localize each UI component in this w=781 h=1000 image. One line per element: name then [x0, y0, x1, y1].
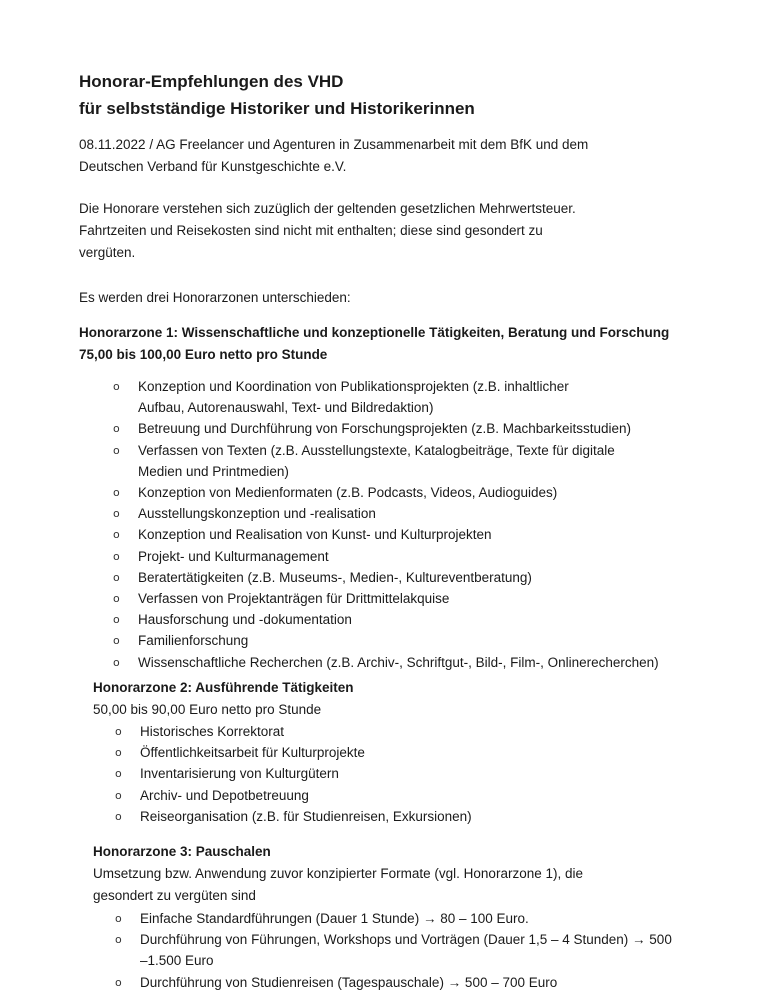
- list-item: [113, 418, 659, 439]
- tax-note-line-3: vergüten.: [79, 245, 136, 260]
- list-item-text: [138, 567, 659, 588]
- zone1-rate: 75,00 bis 100,00 Euro netto pro Stunde: [79, 347, 328, 362]
- list-item-text: [138, 503, 659, 524]
- bullet-icon: o: [115, 912, 122, 925]
- list-item-line-1: Einfache Standardführungen (Dauer 1 Stunde) → 80 – 100 Euro.: [140, 911, 529, 926]
- list-item: [113, 482, 659, 503]
- zone1-list: [113, 376, 659, 673]
- list-item-line-1: Historisches Korrektorat: [140, 724, 285, 739]
- zones-intro: [79, 287, 699, 309]
- bullet-icon: o: [113, 592, 120, 606]
- list-item-line-1: Beratertätigkeiten (z.B. Museums-, Medien-, Kultureventberatung): [138, 569, 532, 585]
- list-item-line-1: Wissenschaftliche Recherchen (z.B. Archiv-, Schriftgut-, Bild-, Film-, Onlinerecherchen): [138, 654, 659, 670]
- list-item-line-1: Konzeption und Realisation von Kunst- und Kulturprojekten: [138, 527, 492, 543]
- list-item-text: [140, 972, 672, 993]
- list-item: [115, 763, 472, 784]
- list-item-text: [140, 908, 672, 929]
- zone2-rate: 50,00 bis 90,00 Euro netto pro Stunde: [93, 702, 322, 717]
- bullet-icon: o: [113, 528, 120, 542]
- zone3-list: [115, 908, 672, 993]
- list-item-text: [140, 806, 472, 827]
- bullet-icon: o: [113, 655, 120, 669]
- list-item-line-1: Inventarisierung von Kulturgütern: [140, 766, 339, 782]
- list-item: [113, 652, 659, 673]
- list-item-line-1: Durchführung von Studienreisen (Tagespauschale) → 500 – 700 Euro: [140, 974, 558, 990]
- bullet-icon: o: [115, 767, 122, 781]
- list-item: [115, 929, 672, 971]
- list-item-line-1: Konzeption von Medienformaten (z.B. Podcasts, Videos, Audioguides): [138, 485, 558, 501]
- bullet-icon: o: [113, 486, 120, 500]
- list-item-text: [138, 482, 659, 503]
- list-item-line-1: Öffentlichkeitsarbeit für Kulturprojekte: [140, 745, 365, 761]
- list-item-text: [138, 440, 659, 482]
- list-item-line-1: Archiv- und Depotbetreuung: [140, 787, 309, 803]
- list-item-text: [140, 929, 672, 971]
- list-item-text: [140, 763, 472, 784]
- bullet-icon: o: [113, 634, 120, 648]
- zone3-desc-line-2: gesondert zu vergüten sind: [93, 888, 256, 903]
- bullet-icon: o: [115, 725, 122, 738]
- list-item: [113, 609, 659, 630]
- list-item-text: [138, 418, 659, 439]
- list-item-line-1: Projekt- und Kulturmanagement: [138, 548, 329, 564]
- list-item-line-1: Betreuung und Durchführung von Forschungsprojekten (z.B. Machbarkeitsstudien): [138, 421, 632, 437]
- zones-intro-text: Es werden drei Honorarzonen unterschieden:: [79, 290, 351, 305]
- list-item-text: [138, 588, 659, 609]
- list-item: [115, 806, 472, 827]
- list-item-line-1: Familienforschung: [138, 633, 249, 649]
- zone1-heading: Honorarzone 1: Wissenschaftliche und konzeptionelle Tätigkeiten, Beratung und Forschung: [79, 325, 670, 340]
- list-item: [115, 721, 472, 742]
- list-item: [113, 630, 659, 651]
- zone3-desc-line-1: Umsetzung bzw. Anwendung zuvor konzipierter Formate (vgl. Honorarzone 1), die: [93, 866, 583, 881]
- bullet-icon: o: [115, 809, 122, 823]
- list-item: [115, 972, 672, 993]
- list-item: [113, 524, 659, 545]
- tax-note-line-2: Fahrtzeiten und Reisekosten sind nicht mit enthalten; diese sind gesondert zu: [79, 223, 543, 238]
- bullet-icon: o: [113, 549, 120, 563]
- tax-note-line-1: Die Honorare verstehen sich zuzüglich der geltenden gesetzlichen Mehrwertsteuer.: [79, 201, 576, 216]
- list-item-text: [140, 785, 472, 806]
- bullet-icon: o: [113, 380, 120, 393]
- list-item-line-2: Aufbau, Autorenauswahl, Text- und Bildredaktion): [138, 400, 434, 416]
- list-item: [115, 908, 672, 929]
- intro-paragraph: [79, 134, 699, 178]
- list-item: [113, 567, 659, 588]
- list-item-line-1: Verfassen von Texten (z.B. Ausstellungstexte, Katalogbeiträge, Texte für digitale: [138, 442, 615, 458]
- list-item-line-1: Ausstellungskonzeption und -realisation: [138, 506, 376, 522]
- list-item-line-1: Hausforschung und -dokumentation: [138, 612, 352, 628]
- bullet-icon: o: [115, 975, 122, 989]
- bullet-icon: o: [113, 422, 120, 436]
- list-item-line-2: –1.500 Euro: [140, 953, 214, 969]
- list-item: [113, 546, 659, 567]
- bullet-icon: o: [113, 570, 120, 584]
- bullet-icon: o: [113, 507, 120, 521]
- bullet-icon: o: [115, 746, 122, 760]
- list-item-line-1: Durchführung von Führungen, Workshops und Vorträgen (Dauer 1,5 – 4 Stunden) → 500: [140, 932, 672, 948]
- list-item: [113, 503, 659, 524]
- bullet-icon: o: [113, 613, 120, 627]
- bullet-icon: o: [115, 788, 122, 802]
- list-item: [113, 376, 659, 418]
- zone2-list: [115, 721, 472, 827]
- list-item-line-2: Medien und Printmedien): [138, 463, 289, 479]
- list-item: [115, 742, 472, 763]
- tax-note-paragraph: [79, 198, 699, 264]
- list-item: [113, 440, 659, 482]
- list-item-text: [138, 630, 659, 651]
- list-item-line-1: Verfassen von Projektanträgen für Drittmittelakquise: [138, 591, 450, 607]
- list-item-text: [138, 524, 659, 545]
- document-title: [79, 68, 719, 122]
- list-item-line-1: Reiseorganisation (z.B. für Studienreisen, Exkursionen): [140, 808, 472, 824]
- list-item-text: [138, 609, 659, 630]
- zone3-heading: Honorarzone 3: Pauschalen: [93, 844, 271, 859]
- list-item-text: [138, 546, 659, 567]
- intro-line-1: 08.11.2022 / AG Freelancer und Agenturen in Zusammenarbeit mit dem BfK und dem: [79, 137, 589, 152]
- list-item-text: [138, 652, 659, 673]
- title-line-1: Honorar-Empfehlungen des VHD: [79, 72, 344, 91]
- title-line-2: für selbstständige Historiker und Historikerinnen: [79, 99, 475, 118]
- list-item-text: [140, 721, 472, 742]
- list-item: [113, 588, 659, 609]
- list-item: [115, 785, 472, 806]
- list-item-line-1: Konzeption und Koordination von Publikationsprojekten (z.B. inhaltlicher: [138, 379, 569, 394]
- list-item-text: [140, 742, 472, 763]
- bullet-icon: o: [115, 933, 122, 947]
- list-item-text: [138, 376, 659, 418]
- zone2-heading: Honorarzone 2: Ausführende Tätigkeiten: [93, 680, 354, 695]
- bullet-icon: o: [113, 443, 120, 457]
- intro-line-2: Deutschen Verband für Kunstgeschichte e.V.: [79, 159, 347, 174]
